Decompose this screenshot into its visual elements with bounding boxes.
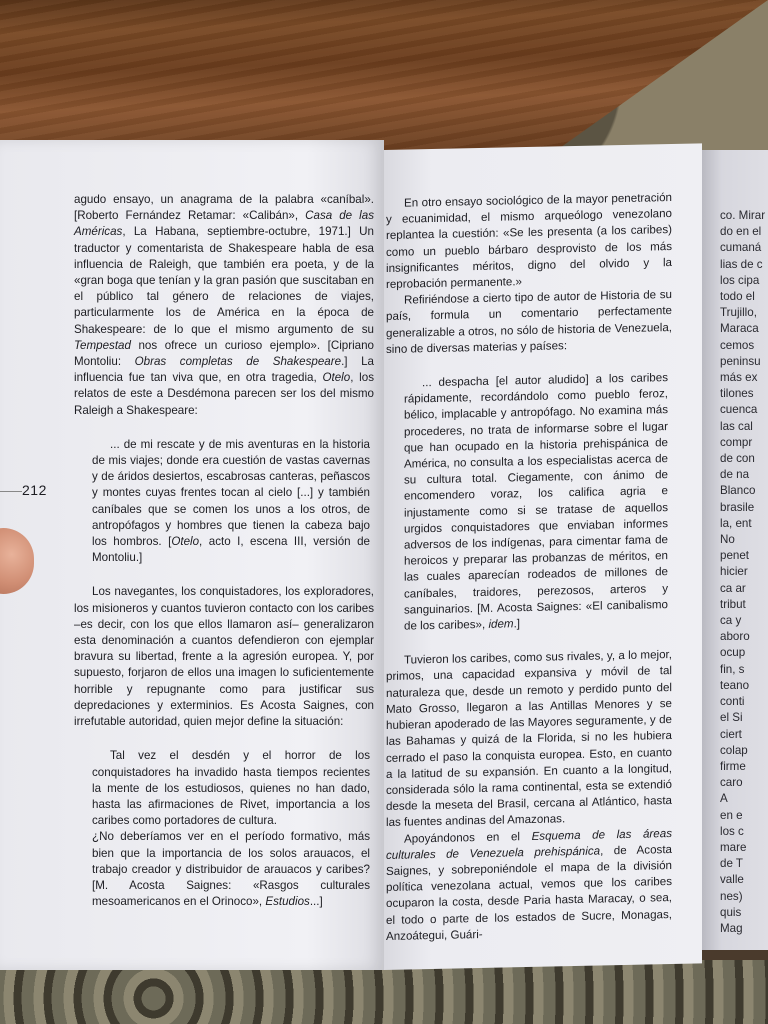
left-blockquote-2: Tal vez el desdén y el horror de los conquistadores ha invadido hasta tiempos recientes la mente de los estudiosos, quienes no han dado, hasta las afirmaciones de Rivet, importancia a los caribes como portadores de cultura. xyxy=(92,749,370,828)
next-page-text-fragments xyxy=(720,208,768,937)
right-paragraph-1: En otro ensayo sociológico de la mayor penetración y ecuanimidad, el mismo arqueólogo venezolano replantea la cuestión: «Se les presenta (a los caribes) como un pueblo bárbaro desprovisto de los más insignificantes méritos, digno del olvido y la reprobación permanente.» xyxy=(386,191,672,292)
next-page-fragment: aboro xyxy=(720,630,750,644)
left-paragraph-2: Los navegantes, los conquistadores, los exploradores, los misioneros y cuantos tuvieron contacto con los caribes –es decir, con los que ellos llamaron así– generalizaron esta denominación a cuantos defendieron con ejemplar bravura su libertad, frente a la agresión europea. Y, por supuesto, forjaron de ellos una imagen lo suficientemente horrible y repugnante como para justificar sus depredaciones y exterminios. Es Acosta Saignes, con irrefutable autoridad, quien mejor define la situación: xyxy=(74,585,374,729)
next-page-fragment: valle xyxy=(720,873,744,887)
next-page-fragment: cuenca xyxy=(720,403,758,417)
left-blockquote-3: ¿No deberíamos ver en el período formativo, más bien que la importancia de los solos arauacos, el trabajo creador y distribuidor de arauacos y caribes? [M. Acosta Saignes: «Rasgos culturales mesoamericanos en el Orinoco», Estudios...] xyxy=(92,830,370,909)
next-page-fragment: lias de c xyxy=(720,257,763,271)
next-page-fragment: A xyxy=(720,792,728,806)
next-page-fragment: teano xyxy=(720,678,750,692)
next-page-fragment: cumaná xyxy=(720,241,762,255)
next-page-fragment: firme xyxy=(720,759,746,773)
left-paragraph-1: agudo ensayo, un anagrama de la palabra «caníbal». [Roberto Fernández Retamar: «Calibán», Casa de las Américas, La Habana, septiembre-octubre, 1971.] Un traductor y comentarista de Shakespeare habla de esa influencia de Raleigh, que también era poeta, y de la «gran boga que tenían y la gran pasión que suscitaban en el público tal género de relaciones de viajes, particularmente los de América en la época de Shakespeare: de lo que el mismo argumento de su Tempestad nos ofrece un curioso ejemplo». [Cipriano Montoliu: Obras completas de Shakespeare.] La influencia fue tan viva que, en otra tragedia, Otelo, los relatos de este a Desdémona parecen ser los del mismo Raleigh a Shakespeare: xyxy=(74,193,374,417)
next-page-fragment: la, ent xyxy=(720,516,752,530)
next-page-fragment: en e xyxy=(720,808,743,822)
next-page-fragment: co. Mirar xyxy=(720,209,766,222)
next-page-fragment: ciert xyxy=(720,727,742,741)
next-page-fragment: conti xyxy=(720,695,745,709)
next-page-fragment: los c xyxy=(720,824,744,838)
next-page-fragment: el Si xyxy=(720,711,743,725)
right-blockquote-1: ... despacha [el autor aludido] a los caribes rápidamente, recordándolo como pueblo feroz, bélico, implacable y antropófago. No examina más procederes, no trata de informarse sobre el lugar que han ocupado en la historia prehispánica de América, no consulta a los especialistas acerca de su cultura total. Ciegamente, con ánimo de encomendero voraz, los califica agria e injustamente como si se tratase de aquellos urgidos conquistadores que enviaban informes adversos de los indígenas, para cimentar fama de heroicos y preparar las probanzas de méritos, en las cuales aparecían rodeados de millones de caníbales, traidores, perezosos, arteros y sanguinarios. [M. Acosta Saignes: «El canibalismo de los caribes», idem.] xyxy=(404,371,668,633)
next-page-fragment: ca y xyxy=(720,614,742,628)
next-page-fragment: brasile xyxy=(720,500,755,514)
next-page-fragment: de na xyxy=(720,468,750,482)
next-page-fragment: hicier xyxy=(720,565,748,579)
next-page-fragment: de con xyxy=(720,452,755,466)
next-page-fragment: Mag xyxy=(720,921,743,935)
next-page-fragment: ocup xyxy=(720,646,746,660)
next-page-fragment: ca ar xyxy=(720,581,746,595)
right-paragraph-3: Tuvieron los caribes, como sus rivales, y, a lo mejor, primos, una capacidad expansiva y móvil de tal naturaleza que, desde un remoto y perdido punto del Mato Grosso, llegaron a las Antillas Menores y se hubieran apoderado de las Mayores seguramente, y de las Bahamas y quizá de la Florida, si no les hubiera cerrado el paso la conquista europea. Esto, en cuanto a la latitud de su expansión. En cuanto a la longitud, considerada sólo la rama continental, esta se extendió desde la meseta del Brasil, cercana al Atlántico, hasta las fuentes andinas del Amazonas. xyxy=(386,648,672,830)
next-page-fragment: quis xyxy=(720,905,742,919)
next-page-fragment: las cal xyxy=(720,419,753,433)
next-page-fragment: do en el xyxy=(720,225,762,239)
next-page-fragment: No xyxy=(720,533,735,547)
next-page-fragment: fin, s xyxy=(720,662,745,676)
next-page-fragment: compr xyxy=(720,435,753,449)
next-page-fragment: caro xyxy=(720,776,743,790)
next-page-fragment: nes) xyxy=(720,889,743,903)
next-page-fragment: los cipa xyxy=(720,273,760,287)
right-paragraph-2: Refiriéndose a cierto tipo de autor de Historia de su país, formula un comentario perfectamente generalizable a otros, no sólo de historia de Venezuela, sino de diversas materias y países: xyxy=(386,288,672,356)
next-page-fragment: cemos xyxy=(720,338,755,352)
page-number: 212 xyxy=(22,482,47,498)
right-paragraph-4: Apoyándonos en el Esquema de las áreas culturales de Venezuela prehispánica, de Acosta Saignes, y sobreponiéndole el mapa de la división política venezolana actual, vemos que los caribes ocuparon la costa, desde Paria hasta Maracay, o sea, el todo o parte de los estados de Sucre, Monagas, Anzoátegui, Guári- xyxy=(386,826,672,943)
next-page-fragment: más ex xyxy=(720,371,758,385)
next-page-fragment: tilones xyxy=(720,387,754,401)
next-page-fragment: todo el xyxy=(720,290,755,304)
next-page-fragment: de T xyxy=(720,857,743,871)
next-page-fragment: penet xyxy=(720,549,750,563)
next-page-fragment: Maraca xyxy=(720,322,759,336)
left-page-text xyxy=(74,192,374,910)
next-page-fragment: peninsu xyxy=(720,354,761,368)
next-page-fragment: tribut xyxy=(720,597,746,611)
next-page-fragment: mare xyxy=(720,840,747,854)
left-blockquote-1: ... de mi rescate y de mis aventuras en la historia de mis viajes; donde era cuestión de vastas cavernas y de áridos desiertos, escabrosas canteras, peñascos y montes cuyas frentes tocan al cielo [...] y también caníbales que se comen los unos a los otros, de antropófagos y hombres que tienen la cabeza bajo los hombros. [Otelo, acto I, escena III, versión de Montoliu.] xyxy=(92,437,371,565)
next-page-fragment: colap xyxy=(720,743,748,757)
right-page-text xyxy=(386,190,672,945)
next-page-fragment: Blanco xyxy=(720,484,756,498)
next-page-fragment: Trujillo, xyxy=(720,306,757,320)
